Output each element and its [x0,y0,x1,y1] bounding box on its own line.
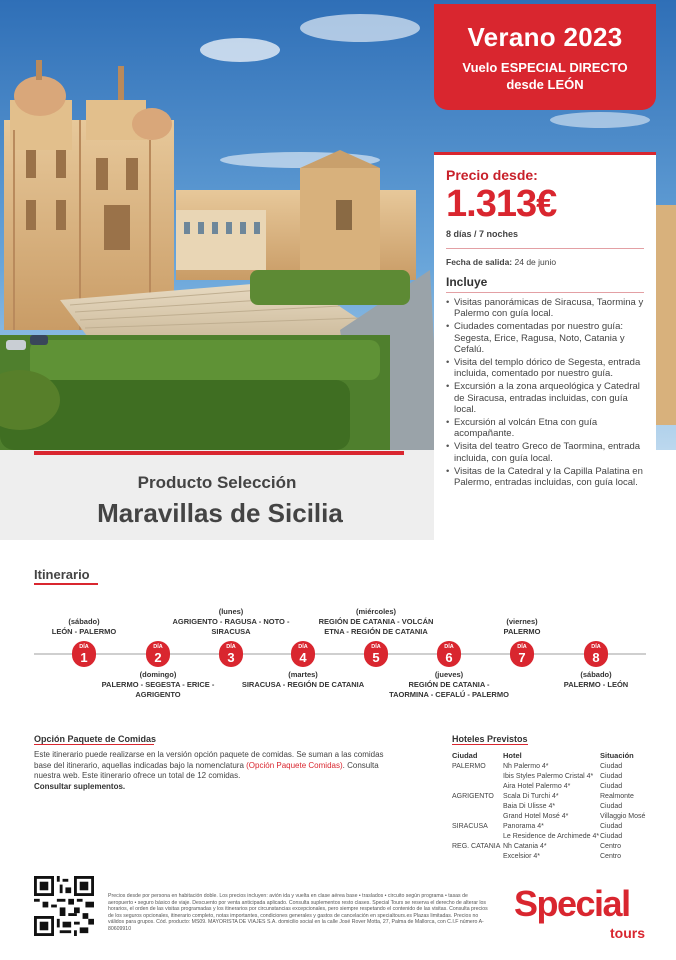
stop-route: PALERMO [503,627,541,636]
day-marker-1 [72,641,96,667]
stop-weekday: (martes) [288,670,318,679]
itinerary-timeline [34,653,646,655]
hotel-city: AGRIGENTO [452,793,494,800]
day-word: DÍA [226,644,236,650]
stop-route: ETNA - REGIÓN DE CATANIA [324,627,428,636]
hotel-name: Grand Hotel Mosé 4* [503,813,569,820]
hotels-header-situation: Situación [600,751,634,760]
meals-consult: Consultar suplementos. [34,782,126,791]
incluye-item: • Visitas panorámicas de Siracusa, Taormina y Palermo con guía local. [446,297,644,319]
day-marker-5 [364,641,388,667]
day-number: 4 [299,650,307,665]
hotel-city: SIRACUSA [452,823,488,830]
day-number: 7 [518,650,526,665]
special-tours-logo-sub: tours [610,925,645,941]
incluye-item: • Excursión a la zona arqueológica y Catedral de Siracusa, entradas incluidas, con guía local. [446,381,644,415]
hotel-situation: Ciudad [600,773,623,780]
itinerary-stop-4 [228,670,378,690]
hotel-name: Le Residence de Archimede 4* [503,833,600,840]
itinerary-stop-6 [374,670,524,700]
day-marker-3 [219,641,243,667]
product-name: Maravillas de Sicilia [97,498,343,528]
hotel-city: REG. CATANIA [452,843,501,850]
hotel-situation: Centro [600,843,622,850]
day-number: 8 [592,650,600,665]
flight-subtitle-line2: desde LEÓN [506,77,584,92]
stop-weekday: (lunes) [218,607,244,616]
stop-route: AGRIGENTO - RAGUSA - NOTO - [172,617,290,626]
departure-label: Fecha de salida: [446,257,513,267]
qr-code[interactable] [34,876,94,936]
stop-weekday: (jueves) [434,670,464,679]
stop-weekday: (sábado) [580,670,612,679]
special-tours-logo: Special [514,883,630,924]
hotel-name: Scala Di Turchi 4* [503,793,559,800]
stop-route: REGIÓN DE CATANIA - VOLCÁN [318,617,434,626]
itinerary-stop-5 [301,607,451,637]
itinerary-stop-2 [83,670,233,700]
hotel-name: Nh Catania 4* [503,843,547,850]
incluye-item: • Excursión al volcán Etna con guía acompañante. [446,417,644,439]
hotels-header-city: Ciudad [452,751,478,760]
hotels-title: Hoteles Previstos [452,734,528,744]
stop-route: PALERMO - SEGESTA - ERICE - [101,680,215,689]
flight-subtitle [434,59,656,93]
hotel-situation: Ciudad [600,833,623,840]
departure-value: 24 de junio [514,257,557,267]
hotel-situation: Ciudad [600,823,623,830]
incluye-title: Incluye [446,275,488,289]
itinerary-stop-3 [156,607,306,637]
hotel-name: Excelsior 4* [503,853,540,860]
price-value: 1.313€ [446,183,557,225]
hotel-situation: Centro [600,853,622,860]
day-word: DÍA [298,644,308,650]
hotel-name: Ibis Styles Palermo Cristal 4* [503,773,594,780]
flight-subtitle-line1: Vuelo ESPECIAL DIRECTO [462,60,628,75]
day-marker-8 [584,641,608,667]
day-number: 6 [445,650,453,665]
product-accent-line [34,451,404,455]
stop-weekday: (sábado) [68,617,100,626]
meals-underline [34,744,154,745]
day-marker-6 [437,641,461,667]
hotel-name: Aira Hotel Palermo 4* [503,783,571,790]
stop-route: SIRACUSA [211,627,251,636]
hotel-name: Baia Di Ulisse 4* [503,803,556,810]
day-marker-7 [510,641,534,667]
meals-text: Este itinerario puede realizarse en la versión opción paquete de comidas. Se suman a las comidas base del itinerario, aquellas indicadas bajo la nomenclatura [34,750,384,770]
itinerary-title: Itinerario [34,567,90,582]
stop-route: PALERMO - LEÓN [563,680,629,689]
season-title: Verano 2023 [467,22,623,52]
itinerary-stop-8 [521,670,671,690]
day-marker-2 [146,641,170,667]
price-panel [434,152,656,540]
day-number: 1 [80,650,88,665]
stop-route: REGIÓN DE CATANIA - [408,680,490,689]
hotels-header-hotel: Hotel [503,751,522,760]
day-word: DÍA [517,644,527,650]
hotel-name: Nh Palermo 4* [503,763,549,770]
itinerary-underline [34,583,98,585]
hotel-situation: Ciudad [600,783,623,790]
season-badge [434,4,656,110]
meals-title: Opción Paquete de Comidas [34,734,157,744]
stop-weekday: (domingo) [139,670,177,679]
day-word: DÍA [371,644,381,650]
incluye-item: • Visita del teatro Greco de Taormina, entrada incluida, con guía local. [446,441,644,463]
hotel-situation: Realmonte [600,793,634,800]
hotel-situation: Ciudad [600,803,623,810]
incluye-item: • Visita del templo dórico de Segesta, entrada incluida, comentado por nuestro guía. [446,357,644,379]
day-word: DÍA [79,644,89,650]
stop-weekday: (miércoles) [355,607,397,616]
day-word: DÍA [591,644,601,650]
incluye-divider [446,292,644,293]
incluye-item: • Ciudades comentadas por nuestro guía: Segesta, Erice, Ragusa, Noto, Catania y Cefalú. [446,321,644,355]
day-number: 3 [227,650,235,665]
day-marker-4 [291,641,315,667]
stop-route: AGRIGENTO [135,690,181,699]
day-number: 2 [154,650,162,665]
incluye-list [446,297,644,488]
stop-route: LEÓN - PALERMO [51,627,117,636]
day-word: DÍA [153,644,163,650]
meals-text: . Consulta nuestra web. Este itinerario ofrece un total de 12 comidas. [34,760,379,780]
hotels-underline [452,744,528,745]
stop-weekday: (viernes) [506,617,538,626]
hotel-city: PALERMO [452,763,486,770]
meals-highlight: (Opción Paquete Comidas) [246,760,343,770]
meals-description [34,750,386,782]
itinerary-stop-7 [447,617,597,637]
hotel-situation: Ciudad [600,763,623,770]
stop-route: SIRACUSA - REGIÓN DE CATANIA [241,680,365,689]
day-number: 5 [372,650,380,665]
hotel-name: Panorama 4* [503,823,544,830]
stop-route: TAORMINA - CEFALÚ - PALERMO [389,690,509,699]
day-word: DÍA [444,644,454,650]
departure-date [446,257,644,267]
itinerary-stop-1 [9,617,159,637]
hotel-situation: Villaggio Mosé [600,813,646,820]
product-label: Producto Selección [137,473,297,492]
panel-divider [446,248,644,249]
incluye-item: • Visitas de la Catedral y la Capilla Palatina en Palermo, entradas incluidas, con guía local. [446,466,644,488]
price-label: Precio desde: [446,167,538,183]
trip-duration: 8 días / 7 noches [446,229,519,239]
legal-text: Precios desde por persona en habitación doble. Los precios incluyen: avión ida y vuelta en clase aérea base • traslados • circuito según programa • tasas de aeropuerto • seguro básico de viaje. Descuento por venta anticipada aplicado. Consulta suplementos resto clases. Special Tours se reserva el derecho de alterar los horarios, el orden de las visitas programadas y los itinerarios por circunstancias excepcionales, pero siempre respetando el contenido de las visitas. Consulta precios de los seguros opcionales, itinerario completo, notas importantes, condiciones generales y gastos de cancelación en specialtours.es Plazas limitadas. Precios no válidos para grupos. Cód. producto: MS09. MAYORISTA DE VIAJES S.A. domicilio social en la calle José Rover Motta, 27, Palma de Mallorca, con C.I.F número A-80609910 [108,893,488,932]
